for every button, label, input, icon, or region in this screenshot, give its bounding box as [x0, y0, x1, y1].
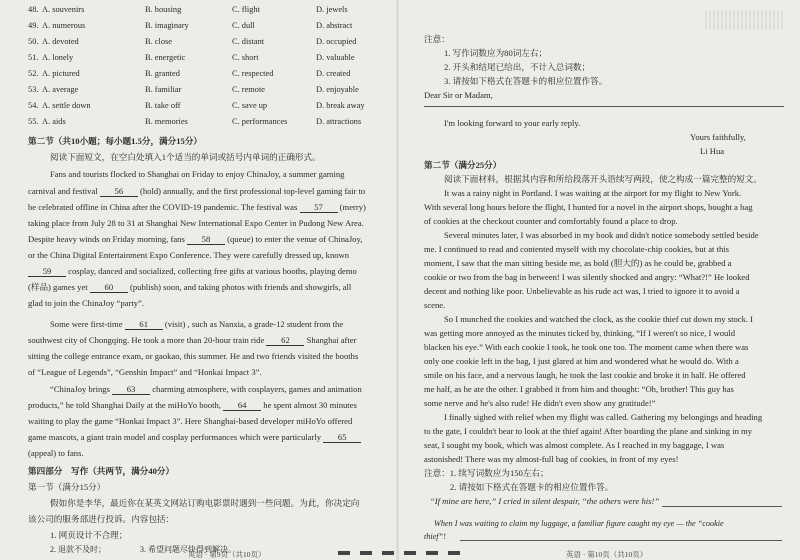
q54-b: B. take off — [145, 101, 181, 110]
story-line: smile on his face, and a nervous laugh, he took the last cookie and broke it in half. He offered — [424, 370, 746, 380]
q48-num: 48. — [28, 5, 39, 14]
q53-d: D. enjoyable — [316, 85, 359, 94]
story-line: only one cookie left in the bag, I just glared at him and wondered what he would do. With a — [424, 356, 739, 366]
story-line: astonished! There was my almost-full bag of cookies, in front of my eyes! — [424, 454, 679, 464]
registration-mark — [426, 551, 438, 555]
blank-58[interactable]: 58 — [187, 235, 225, 245]
task1-point: 1. 网页设计不合理； — [50, 530, 128, 540]
q52-a: A. pictured — [42, 69, 80, 78]
writing-line[interactable] — [662, 506, 782, 507]
q52-d: D. created — [316, 69, 351, 78]
q51-c: C. short — [232, 53, 259, 62]
passage-line: Some were first-time 61 (visit) , such as Nanxia, a grade-12 student from the — [50, 319, 344, 329]
story-line: some nerve and he's also rude! He didn't even show any gratitude!” — [424, 398, 656, 408]
q48-a: A. souvenirs — [42, 5, 85, 14]
q52-b: B. granted — [145, 69, 180, 78]
passage-line: of “League of Legends”, “Genshin Impact” and “Honkai Impact 3”. — [28, 367, 262, 377]
q53-num: 53. — [28, 85, 39, 94]
passage-line: products,” he told Shanghai Daily at the miHoYo booth, 64 he spent almost 30 minutes — [28, 400, 357, 410]
signoff: Yours faithfully, — [690, 132, 746, 142]
signature: Li Hua — [700, 146, 725, 156]
blank-61[interactable]: 61 — [125, 320, 163, 330]
q52-c: C. respected — [232, 69, 274, 78]
passage-line: game mascots, a giant train model and cosplay performances which were particularly 65 — [28, 432, 361, 443]
passage-line: or the China Digital Entertainment Expo Conference. They were carefully dressed up, known — [28, 250, 350, 260]
passage-line: Despite heavy winds on Friday morning, fans 58 (queue) to enter the venue of ChinaJoy, — [28, 234, 363, 244]
part4-section1: 第一节（满分15分） — [28, 482, 106, 492]
q49-num: 49. — [28, 21, 39, 30]
blank-64[interactable]: 64 — [223, 401, 261, 411]
passage-line: (appeal) to fans. — [28, 448, 84, 458]
registration-mark — [404, 551, 416, 555]
left-page — [0, 0, 380, 560]
q51-b: B. energetic — [145, 53, 186, 62]
section2-heading: 第二节（共10小题；每小题1.5分，满分15分） — [28, 136, 203, 146]
notes-heading: 注意： — [424, 34, 450, 44]
note-item: 2. 开头和结尾已给出，不计入总词数； — [444, 62, 591, 72]
continuation-prompt-2b: thief”! — [424, 532, 446, 541]
footer-right: 英语 · 第10页（共10页） — [566, 550, 648, 559]
blank-56[interactable]: 56 — [100, 187, 138, 197]
blank-57[interactable]: 57 — [300, 203, 338, 213]
registration-mark — [338, 551, 350, 555]
part4-heading: 第四部分 写作（共两节，满分40分） — [28, 466, 175, 476]
story-line: It was a rainy night in Portland. I was waiting at the airport for my flight to New York. — [444, 188, 742, 198]
section2-instruction: 阅读下面短文，在空白处填入1个适当的单词或括号内单词的正确形式。 — [50, 152, 321, 162]
salutation: Dear Sir or Madam, — [424, 90, 493, 100]
story-line: me. I continued to read and contented myself with my chocolate-chip cookies, but at this — [424, 244, 729, 254]
section2-right-heading: 第二节（满分25分） — [424, 160, 502, 170]
q48-c: C. flight — [232, 5, 260, 14]
passage-line: sitting the college entrance exam, or gaokao, this summer. He and two friends visited the booths — [28, 351, 359, 361]
blank-63[interactable]: 63 — [112, 385, 150, 395]
blank-62[interactable]: 62 — [266, 336, 304, 346]
q51-d: D. valuable — [316, 53, 355, 62]
q49-b: B. imaginary — [145, 21, 189, 30]
story-line: With several long hours before the flight, I hunted for a novel in the airport shops, bought a bag — [424, 202, 753, 212]
q50-a: A. devoted — [42, 37, 79, 46]
q49-c: C. dull — [232, 21, 255, 30]
story-line: of cookies at the checkout counter and comfortably found a place to drop. — [424, 216, 678, 226]
q55-c: C. performances — [232, 117, 288, 126]
blank-60[interactable]: 60 — [90, 283, 128, 293]
notes2-heading: 注意：1. 续写词数应为150左右； — [424, 468, 549, 478]
note-item: 1. 写作词数应为80词左右； — [444, 48, 548, 58]
q50-c: C. distant — [232, 37, 265, 46]
q55-a: A. aids — [42, 117, 66, 126]
q55-d: D. attractions — [316, 117, 362, 126]
writing-line[interactable] — [460, 540, 782, 541]
right-page — [400, 0, 800, 560]
q50-b: B. close — [145, 37, 172, 46]
blank-59[interactable]: 59 — [28, 267, 66, 277]
passage-line: waiting to play the game “Honkai Impact 3”. Here Shanghai-based developer miHoYo offered — [28, 416, 353, 426]
q50-d: D. occupied — [316, 37, 357, 46]
registration-mark — [448, 551, 460, 555]
story-line: I finally sighed with relief when my flight was called. Gathering my belongings and heading — [444, 412, 763, 422]
story-line: So I munched the cookies and watched the clock, as the cookie thief cut down my stock. I — [444, 314, 754, 324]
q51-a: A. lonely — [42, 53, 74, 62]
story-line: to the gate, I couldn't bear to look at the thief again! After boarding the plane and sinking in my — [424, 426, 753, 436]
notes2-item: 2. 请按如下格式在答题卡的相应位置作答。 — [450, 482, 614, 492]
task1-intro-line: 假如你是李华，最近你在某英文网站订购电影票时遇到一些问题。为此，你决定向 — [50, 498, 360, 508]
story-line: was getting more annoyed as the minutes ticked by, thinking, “If I weren't so nice, I would — [424, 328, 736, 338]
note-item: 3. 请按如下格式在答题卡的相应位置作答。 — [444, 76, 608, 86]
story-line: scene. — [424, 300, 446, 310]
story-line: Several minutes later, I was absorbed in my book and didn't notice somebody settled beside — [444, 230, 759, 240]
story-line: cookie or two from the bag in between! I was silently shocked and angry: “What?!” He looked — [424, 272, 750, 282]
scan-watermark — [705, 10, 783, 30]
closing-line: I'm looking forward to your early reply. — [444, 118, 581, 128]
passage-line: be celebrated offline in China after the COVID-19 pandemic. The festival was 57 (merry) — [28, 202, 366, 212]
task1-point: 2. 退款不及时； — [50, 545, 106, 554]
registration-mark — [382, 551, 394, 555]
q54-d: D. break away — [316, 101, 365, 110]
q55-num: 55. — [28, 117, 39, 126]
passage-line: Fans and tourists flocked to Shanghai on Friday to enjoy ChinaJoy, a summer gaming — [50, 169, 345, 179]
footer-left: 英语 · 第9页（共10页） — [188, 550, 266, 559]
story-line: blacken his eye.” With each cookie I took, he took one too. The moment came when there was — [424, 342, 749, 352]
q48-b: B. housing — [145, 5, 182, 14]
continuation-prompt-1: “If mine are here,” I cried in silent despair, “the others were his!” — [430, 496, 660, 506]
q54-c: C. save up — [232, 101, 268, 110]
q53-b: B. familiar — [145, 85, 182, 94]
q54-num: 54. — [28, 101, 39, 110]
q54-a: A. settle down — [42, 101, 91, 110]
passage-line: southwest city of Chongqing. He took a more than 20-hour train ride 62 Shanghai after — [28, 335, 357, 345]
writing-line[interactable] — [424, 106, 784, 107]
q48-d: D. jewels — [316, 5, 348, 14]
passage-line: carnival and festival 56 (hold) annually, and the first professional top-level gaming fair to — [28, 186, 366, 196]
story-line: me half, as he ate the other. I grabbed it from him and thought: “Oh, brother! This guy has — [424, 384, 734, 394]
task1-intro-line: 该公司的服务部进行投诉。内容包括： — [28, 514, 175, 524]
story-line: seat, I sought my book, which was almost complete. As I reached in my baggage, I was — [424, 440, 725, 450]
passage-line: taking place from July 28 to 31 at Shanghai New International Expo Center in Pudong New Area. — [28, 218, 364, 228]
q50-num: 50. — [28, 37, 39, 46]
passage-line: 59 cosplay, danced and socialized, collecting free gifts at various booths, playing demo — [28, 266, 357, 277]
passage-line: glad to join the ChinaJoy “party”. — [28, 298, 144, 308]
q53-c: C. remote — [232, 85, 266, 94]
story-line: decent and nothing like poor. Unbelievable as his rude act was, I tried to ignore it to avoid a — [424, 286, 740, 296]
page-fold — [396, 0, 399, 560]
story-line: 阅读下面材料，根据其内容和所给段落开头语续写两段，使之构成一篇完整的短文。 — [444, 174, 762, 184]
passage-line: (样品) games yet 60 (publish) soon, and taking photos with friends and showgirls, all — [28, 282, 352, 292]
passage-line: “ChinaJoy brings 63 charming atmosphere, with cosplayers, games and animation — [50, 384, 362, 394]
task1-point: 3. 希望问题尽快得到解决。 — [140, 545, 236, 554]
q52-num: 52. — [28, 69, 39, 78]
continuation-prompt-2a: When I was waiting to claim my luggage, a familiar figure caught my eye — the “cookie — [434, 519, 724, 528]
q49-a: A. numerous — [42, 21, 86, 30]
q51-num: 51. — [28, 53, 39, 62]
q49-d: D. abstract — [316, 21, 353, 30]
registration-mark — [360, 551, 372, 555]
blank-65[interactable]: 65 — [323, 433, 361, 443]
q55-b: B. memories — [145, 117, 188, 126]
story-line: moment, I saw that the man sitting beside me, as bold (胆大的) as he could be, grabbed a — [424, 258, 732, 268]
q53-a: A. average — [42, 85, 79, 94]
